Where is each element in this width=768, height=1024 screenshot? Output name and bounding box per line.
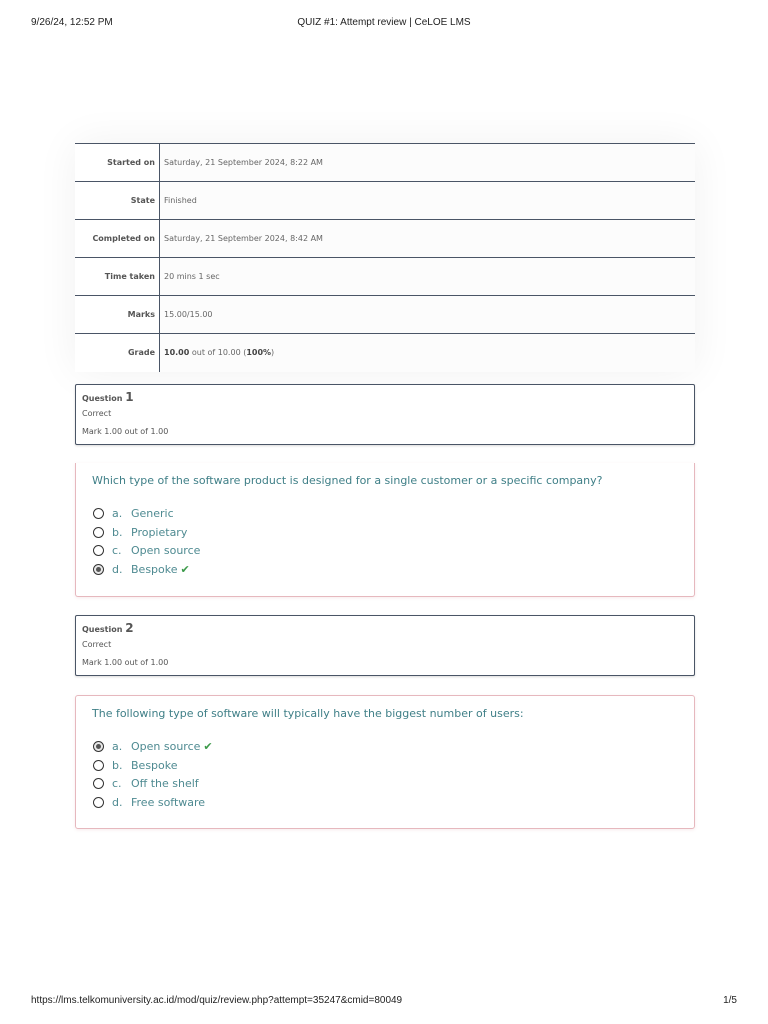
summary-row-completed bbox=[75, 220, 695, 258]
question-label: Question bbox=[82, 394, 123, 403]
option-label: Open source bbox=[131, 740, 201, 753]
question-state: Correct bbox=[82, 640, 112, 649]
option-label: Off the shelf bbox=[131, 777, 199, 791]
option-letter: b. bbox=[112, 758, 123, 772]
question-state: Correct bbox=[82, 409, 112, 418]
question-1-content bbox=[75, 463, 695, 597]
attempt-summary-table bbox=[75, 143, 695, 372]
option-label-wrap bbox=[131, 563, 190, 576]
option-letter: b. bbox=[112, 525, 123, 539]
print-page-title: QUIZ #1: Attempt review | CeLOE LMS bbox=[297, 17, 471, 28]
summary-value bbox=[160, 334, 696, 372]
grade-close: ) bbox=[271, 348, 275, 358]
question-2-info bbox=[75, 615, 695, 676]
check-icon: ✔ bbox=[203, 740, 213, 753]
summary-label: Started on bbox=[75, 144, 160, 182]
grade-percent: 100% bbox=[246, 348, 272, 358]
question-text: The following type of software will typically have the biggest number of users: bbox=[92, 707, 524, 720]
radio-button-selected[interactable] bbox=[93, 564, 104, 575]
question-text: Which type of the software product is designed for a single customer or a specific company? bbox=[92, 474, 603, 487]
option-letter: c. bbox=[112, 544, 122, 558]
summary-label: State bbox=[75, 182, 160, 220]
radio-button[interactable] bbox=[93, 545, 104, 556]
attempt-summary bbox=[75, 143, 695, 372]
radio-button[interactable] bbox=[93, 778, 104, 789]
print-datetime: 9/26/24, 12:52 PM bbox=[31, 17, 113, 28]
print-url: https://lms.telkomuniversity.ac.id/mod/quiz/review.php?attempt=35247&cmid=80049 bbox=[31, 995, 403, 1006]
question-mark: Mark 1.00 out of 1.00 bbox=[82, 658, 169, 667]
radio-button[interactable] bbox=[93, 797, 104, 808]
option-label: Generic bbox=[131, 507, 174, 520]
summary-row-time-taken bbox=[75, 258, 695, 296]
option-label: Free software bbox=[131, 796, 206, 810]
summary-label: Grade bbox=[75, 334, 160, 372]
summary-value: Saturday, 21 September 2024, 8:42 AM bbox=[160, 220, 696, 258]
question-2-content bbox=[75, 695, 695, 829]
question-mark: Mark 1.00 out of 1.00 bbox=[82, 427, 169, 436]
summary-row-started bbox=[75, 144, 695, 182]
radio-button[interactable] bbox=[93, 760, 104, 771]
question-label: Question bbox=[82, 625, 123, 634]
question-number bbox=[82, 621, 134, 635]
option-label: Propietary bbox=[131, 525, 188, 539]
summary-row-marks bbox=[75, 296, 695, 334]
print-header bbox=[31, 17, 737, 31]
summary-value: 15.00/15.00 bbox=[160, 296, 696, 334]
summary-label: Marks bbox=[75, 296, 160, 334]
radio-button[interactable] bbox=[93, 508, 104, 519]
option-letter: a. bbox=[112, 507, 123, 520]
radio-button-selected[interactable] bbox=[93, 741, 104, 752]
print-footer bbox=[31, 995, 737, 1009]
print-page-number: 1/5 bbox=[723, 995, 737, 1006]
option-label: Bespoke bbox=[131, 563, 178, 577]
grade-out-of: out of 10.00 ( bbox=[189, 348, 247, 358]
option-label: Bespoke bbox=[131, 758, 178, 772]
summary-value: Finished bbox=[160, 182, 696, 220]
summary-label: Time taken bbox=[75, 258, 160, 296]
summary-row-grade bbox=[75, 334, 695, 372]
question-num: 2 bbox=[125, 621, 134, 635]
option-letter: a. bbox=[112, 740, 123, 753]
summary-value: Saturday, 21 September 2024, 8:22 AM bbox=[160, 144, 696, 182]
option-label-wrap bbox=[131, 740, 213, 753]
question-1-info bbox=[75, 384, 695, 445]
option-label: Open source bbox=[131, 544, 201, 558]
check-icon: ✔ bbox=[180, 563, 190, 577]
summary-value: 20 mins 1 sec bbox=[160, 258, 696, 296]
question-number bbox=[82, 390, 134, 404]
radio-button[interactable] bbox=[93, 527, 104, 538]
option-letter: d. bbox=[112, 563, 123, 577]
grade-score: 10.00 bbox=[164, 348, 190, 358]
option-letter: c. bbox=[112, 777, 122, 791]
summary-label: Completed on bbox=[75, 220, 160, 258]
summary-row-state bbox=[75, 182, 695, 220]
question-num: 1 bbox=[125, 390, 134, 404]
option-letter: d. bbox=[112, 796, 123, 810]
